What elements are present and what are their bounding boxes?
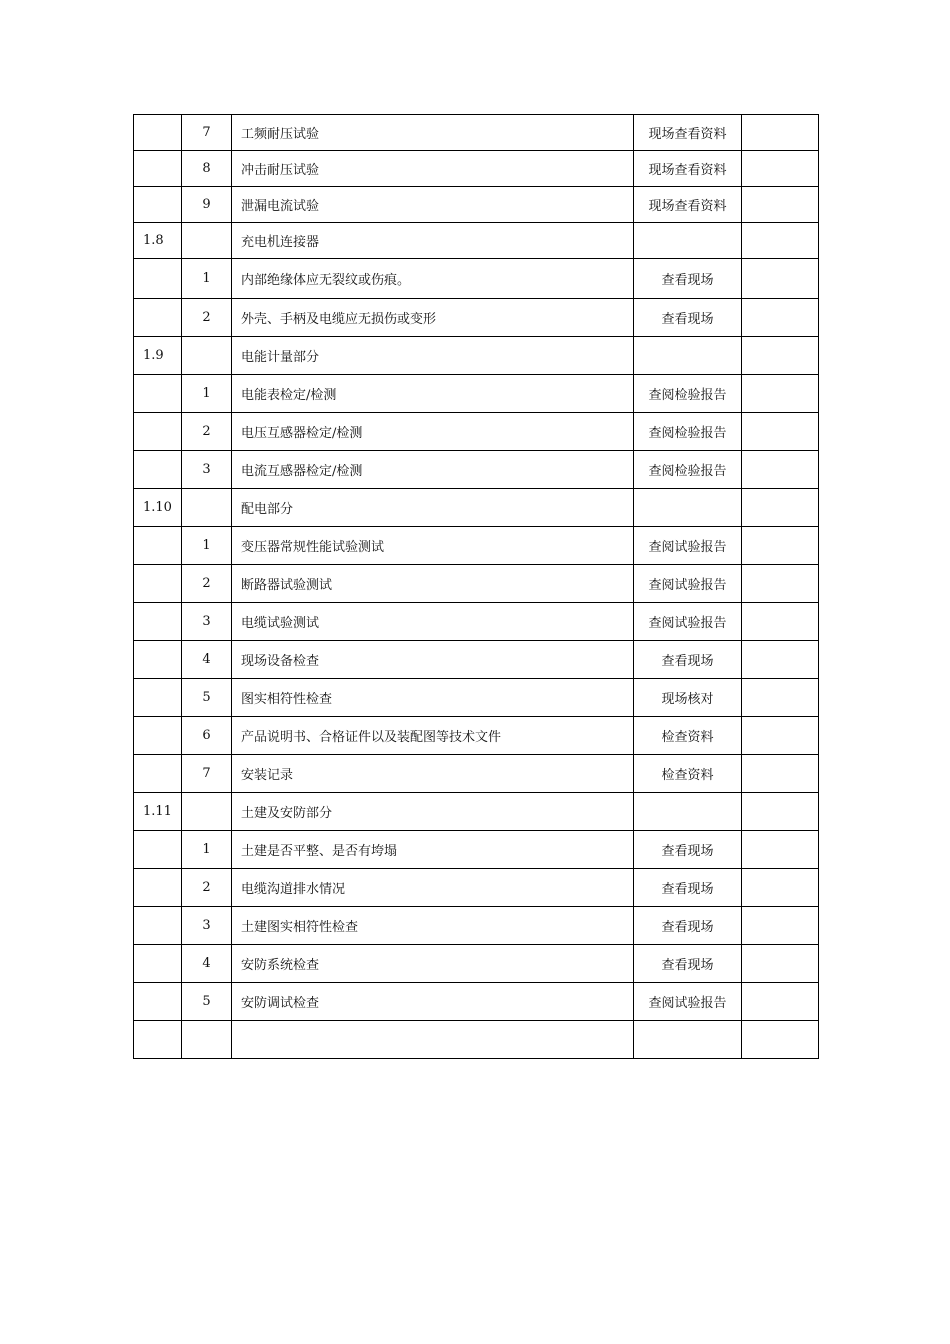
- remark-cell: [742, 223, 819, 259]
- inspection-item-cell: 图实相符性检查: [232, 679, 634, 717]
- section-header-row: [134, 793, 819, 831]
- item-number-cell: 4: [182, 945, 232, 983]
- inspection-method-cell: 查看现场: [634, 945, 742, 983]
- inspection-method-cell: 查看现场: [634, 831, 742, 869]
- item-number-cell: [182, 337, 232, 375]
- inspection-method-cell: 检查资料: [634, 717, 742, 755]
- remark-cell: [742, 565, 819, 603]
- inspection-item-cell: 外壳、手柄及电缆应无损伤或变形: [232, 299, 634, 337]
- inspection-item-cell: 电缆试验测试: [232, 603, 634, 641]
- inspection-item-cell: 土建及安防部分: [232, 793, 634, 831]
- inspection-item-cell: 断路器试验测试: [232, 565, 634, 603]
- table-row: [134, 115, 819, 151]
- inspection-item-cell: 土建是否平整、是否有垮塌: [232, 831, 634, 869]
- inspection-item-cell: 安防系统检查: [232, 945, 634, 983]
- inspection-method-cell: [634, 1021, 742, 1059]
- item-number-cell: 3: [182, 451, 232, 489]
- table-row: [134, 869, 819, 907]
- inspection-method-cell: 查阅检验报告: [634, 451, 742, 489]
- remark-cell: [742, 793, 819, 831]
- table-row: [134, 831, 819, 869]
- section-number-cell: 1.11: [134, 793, 182, 831]
- section-number-cell: 1.8: [134, 223, 182, 259]
- table-row: [134, 1021, 819, 1059]
- inspection-item-cell: 电能表检定/检测: [232, 375, 634, 413]
- item-number-cell: 7: [182, 115, 232, 151]
- remark-cell: [742, 187, 819, 223]
- inspection-method-cell: [634, 793, 742, 831]
- inspection-method-cell: 查阅试验报告: [634, 983, 742, 1021]
- section-number-cell: [134, 945, 182, 983]
- section-number-cell: [134, 527, 182, 565]
- section-number-cell: [134, 187, 182, 223]
- section-number-cell: 1.9: [134, 337, 182, 375]
- item-number-cell: 2: [182, 565, 232, 603]
- inspection-checklist-table: [133, 114, 819, 1059]
- table-row: [134, 151, 819, 187]
- remark-cell: [742, 679, 819, 717]
- table-row: [134, 259, 819, 299]
- table-row: [134, 983, 819, 1021]
- table-row: [134, 641, 819, 679]
- table-row: [134, 299, 819, 337]
- section-number-cell: [134, 565, 182, 603]
- remark-cell: [742, 151, 819, 187]
- inspection-method-cell: 查看现场: [634, 641, 742, 679]
- remark-cell: [742, 983, 819, 1021]
- inspection-method-cell: 现场查看资料: [634, 151, 742, 187]
- inspection-method-cell: 查阅试验报告: [634, 603, 742, 641]
- remark-cell: [742, 717, 819, 755]
- remark-cell: [742, 603, 819, 641]
- inspection-item-cell: [232, 1021, 634, 1059]
- item-number-cell: 1: [182, 831, 232, 869]
- item-number-cell: 7: [182, 755, 232, 793]
- inspection-item-cell: 产品说明书、合格证件以及装配图等技术文件: [232, 717, 634, 755]
- section-number-cell: [134, 983, 182, 1021]
- section-number-cell: [134, 755, 182, 793]
- item-number-cell: 6: [182, 717, 232, 755]
- section-number-cell: [134, 869, 182, 907]
- inspection-checklist-page: [133, 114, 818, 1059]
- section-number-cell: [134, 413, 182, 451]
- checklist-body: [134, 115, 819, 1059]
- inspection-method-cell: 查阅试验报告: [634, 527, 742, 565]
- item-number-cell: 2: [182, 299, 232, 337]
- remark-cell: [742, 527, 819, 565]
- item-number-cell: [182, 223, 232, 259]
- inspection-item-cell: 电流互感器检定/检测: [232, 451, 634, 489]
- section-number-cell: [134, 151, 182, 187]
- section-number-cell: [134, 907, 182, 945]
- inspection-method-cell: 查看现场: [634, 299, 742, 337]
- section-number-cell: [134, 115, 182, 151]
- remark-cell: [742, 413, 819, 451]
- item-number-cell: [182, 489, 232, 527]
- section-number-cell: [134, 1021, 182, 1059]
- inspection-method-cell: 查看现场: [634, 869, 742, 907]
- inspection-item-cell: 内部绝缘体应无裂纹或伤痕。: [232, 259, 634, 299]
- item-number-cell: 1: [182, 527, 232, 565]
- section-number-cell: [134, 717, 182, 755]
- remark-cell: [742, 375, 819, 413]
- remark-cell: [742, 299, 819, 337]
- inspection-item-cell: 电压互感器检定/检测: [232, 413, 634, 451]
- inspection-method-cell: 现场查看资料: [634, 187, 742, 223]
- section-number-cell: 1.10: [134, 489, 182, 527]
- item-number-cell: 2: [182, 413, 232, 451]
- table-row: [134, 375, 819, 413]
- section-number-cell: [134, 451, 182, 489]
- inspection-item-cell: 工频耐压试验: [232, 115, 634, 151]
- inspection-item-cell: 泄漏电流试验: [232, 187, 634, 223]
- item-number-cell: 8: [182, 151, 232, 187]
- inspection-item-cell: 土建图实相符性检查: [232, 907, 634, 945]
- table-row: [134, 527, 819, 565]
- item-number-cell: 3: [182, 907, 232, 945]
- inspection-method-cell: 检查资料: [634, 755, 742, 793]
- section-number-cell: [134, 831, 182, 869]
- item-number-cell: [182, 793, 232, 831]
- remark-cell: [742, 259, 819, 299]
- inspection-method-cell: [634, 489, 742, 527]
- remark-cell: [742, 945, 819, 983]
- item-number-cell: 2: [182, 869, 232, 907]
- section-number-cell: [134, 299, 182, 337]
- item-number-cell: [182, 1021, 232, 1059]
- inspection-item-cell: 变压器常规性能试验测试: [232, 527, 634, 565]
- inspection-method-cell: 查阅检验报告: [634, 375, 742, 413]
- inspection-method-cell: 查看现场: [634, 259, 742, 299]
- table-row: [134, 413, 819, 451]
- remark-cell: [742, 641, 819, 679]
- item-number-cell: 5: [182, 983, 232, 1021]
- table-row: [134, 945, 819, 983]
- inspection-method-cell: 查阅试验报告: [634, 565, 742, 603]
- table-row: [134, 451, 819, 489]
- inspection-item-cell: 配电部分: [232, 489, 634, 527]
- remark-cell: [742, 907, 819, 945]
- table-row: [134, 907, 819, 945]
- remark-cell: [742, 451, 819, 489]
- remark-cell: [742, 831, 819, 869]
- section-number-cell: [134, 641, 182, 679]
- section-number-cell: [134, 375, 182, 413]
- section-number-cell: [134, 679, 182, 717]
- section-header-row: [134, 337, 819, 375]
- table-row: [134, 603, 819, 641]
- table-row: [134, 679, 819, 717]
- remark-cell: [742, 755, 819, 793]
- item-number-cell: 5: [182, 679, 232, 717]
- table-row: [134, 187, 819, 223]
- inspection-method-cell: 现场查看资料: [634, 115, 742, 151]
- item-number-cell: 4: [182, 641, 232, 679]
- item-number-cell: 1: [182, 259, 232, 299]
- table-row: [134, 717, 819, 755]
- section-number-cell: [134, 603, 182, 641]
- section-header-row: [134, 489, 819, 527]
- inspection-item-cell: 冲击耐压试验: [232, 151, 634, 187]
- inspection-method-cell: [634, 337, 742, 375]
- remark-cell: [742, 337, 819, 375]
- item-number-cell: 9: [182, 187, 232, 223]
- inspection-item-cell: 安装记录: [232, 755, 634, 793]
- inspection-item-cell: 充电机连接器: [232, 223, 634, 259]
- inspection-item-cell: 现场设备检查: [232, 641, 634, 679]
- section-number-cell: [134, 259, 182, 299]
- table-row: [134, 755, 819, 793]
- remark-cell: [742, 869, 819, 907]
- inspection-method-cell: 现场核对: [634, 679, 742, 717]
- table-row: [134, 565, 819, 603]
- section-header-row: [134, 223, 819, 259]
- remark-cell: [742, 115, 819, 151]
- inspection-item-cell: 安防调试检查: [232, 983, 634, 1021]
- inspection-method-cell: 查阅检验报告: [634, 413, 742, 451]
- inspection-method-cell: 查看现场: [634, 907, 742, 945]
- inspection-method-cell: [634, 223, 742, 259]
- item-number-cell: 1: [182, 375, 232, 413]
- item-number-cell: 3: [182, 603, 232, 641]
- inspection-item-cell: 电能计量部分: [232, 337, 634, 375]
- remark-cell: [742, 489, 819, 527]
- inspection-item-cell: 电缆沟道排水情况: [232, 869, 634, 907]
- remark-cell: [742, 1021, 819, 1059]
